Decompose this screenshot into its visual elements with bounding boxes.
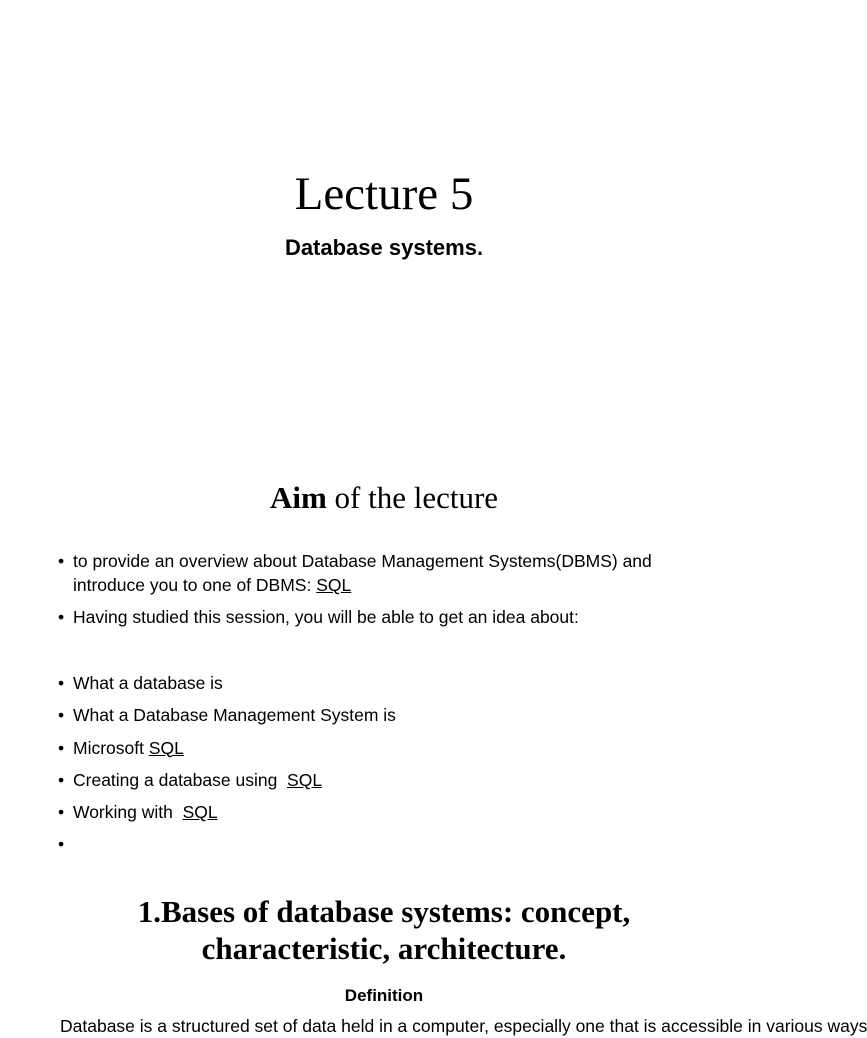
sql-link[interactable]: SQL <box>316 575 352 595</box>
topic-item-text <box>73 834 78 854</box>
aim-item-text: Having studied this session, you will be able to get an idea about: <box>73 607 579 627</box>
aim-list <box>58 549 728 637</box>
sql-link[interactable]: SQL <box>182 802 218 823</box>
sql-link[interactable]: SQL <box>287 769 323 790</box>
lecture-subtitle: Database systems. <box>284 235 484 260</box>
aim-heading-rest: of the lecture <box>326 480 499 515</box>
section-heading-line2: characteristic, architecture. <box>201 931 567 966</box>
topic-item <box>58 768 728 792</box>
topic-item-text: What a Database Management System is <box>73 705 396 726</box>
bullet-icon: • <box>58 834 65 855</box>
bullet-icon: • <box>58 705 65 726</box>
definition-body-text: Database is a structured set of data held in a computer, especially one that is accessible in various ways <box>60 1016 867 1036</box>
topic-list <box>58 671 728 865</box>
topic-item-text: Working with <box>73 802 183 823</box>
topic-item-text: Creating a database using <box>73 769 288 790</box>
bullet-icon: • <box>58 607 65 627</box>
bullet-icon: • <box>58 673 65 693</box>
topic-item <box>58 671 728 695</box>
topic-item <box>58 703 728 727</box>
bullet-icon: • <box>58 551 65 571</box>
section-heading-line1: 1.Bases of database systems: concept, <box>137 894 631 929</box>
bullet-icon: • <box>58 769 65 790</box>
topic-item-empty <box>58 832 728 856</box>
topic-item <box>58 800 728 824</box>
aim-item <box>58 605 728 629</box>
topic-item <box>58 736 728 760</box>
definition-label: Definition <box>344 986 424 1005</box>
aim-item-text: to provide an overview about Database Management Systems(DBMS) and introduce you to one of DBMS: <box>73 551 652 595</box>
sql-link[interactable]: SQL <box>148 737 184 758</box>
bullet-icon: • <box>58 737 65 758</box>
lecture-title: Lecture 5 <box>294 168 474 220</box>
bullet-icon: • <box>58 802 65 823</box>
section-heading <box>0 893 768 967</box>
topic-item-text: What a database is <box>73 673 223 693</box>
aim-item <box>58 549 728 597</box>
aim-heading-bold: Aim <box>269 480 327 515</box>
topic-item-text: Microsoft <box>73 737 149 758</box>
aim-heading <box>0 478 768 518</box>
